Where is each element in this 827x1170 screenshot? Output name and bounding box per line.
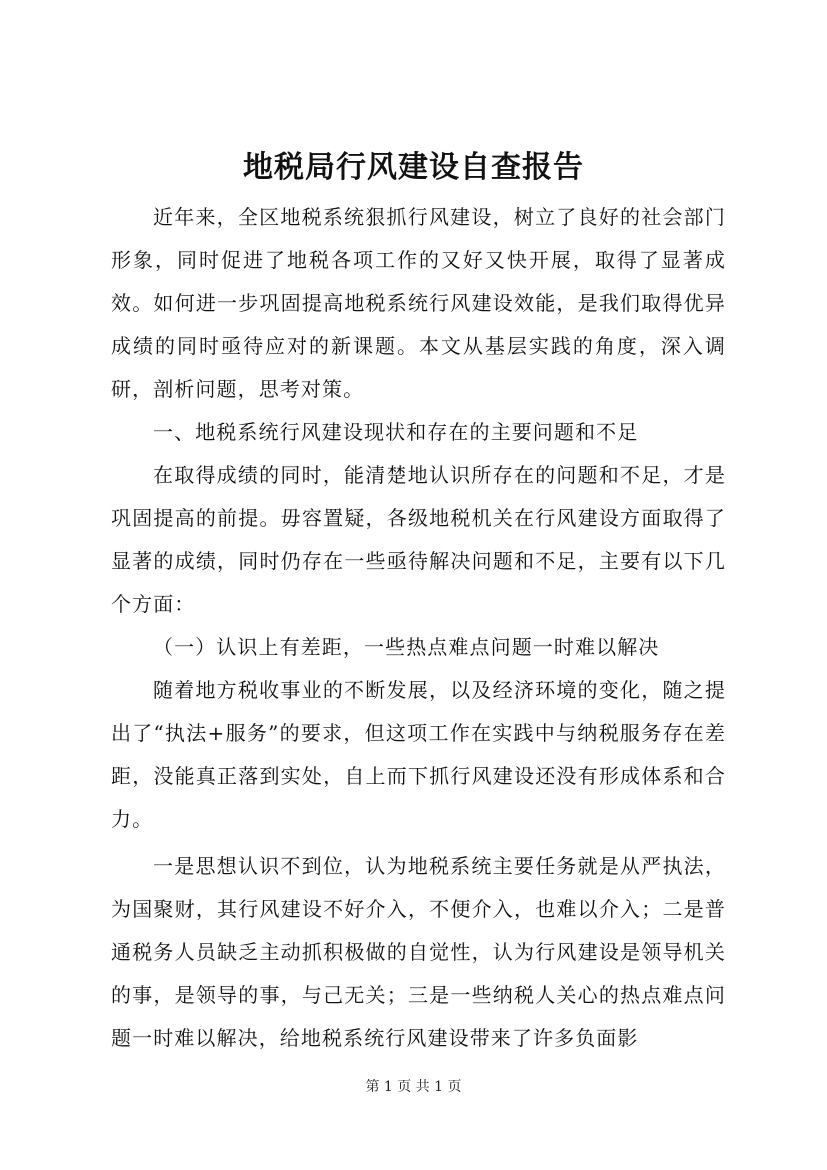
paragraph-law-and-service: 随着地方税收事业的不断发展，以及经济环境的变化，随之提出了“执法+服务”的要求，但这项工作在实践中与纳税服务存在差距，没能真正落到实处，自上而下抓行风建设还没有形成体系和合力。 (111, 678, 726, 831)
document-title: 地税局行风建设自查报告 (243, 150, 584, 185)
subsection-heading-1: （一）认识上有差距，一些热点难点问题一时难以解决 (153, 635, 660, 659)
paragraph-intro: 近年来，全区地税系统狠抓行风建设，树立了良好的社会部门形象，同时促进了地税各项工作的又好又快开展，取得了显著成效。如何进一步巩固提高地税系统行风建设效能，是我们取得优异成绩的同时亟待应对的新课题。本文从基层实践的角度，深入调研，剖析问题，思考对策。 (111, 205, 726, 401)
document-body (111, 196, 726, 1060)
paragraph-problems-overview: 在取得成绩的同时，能清楚地认识所存在的问题和不足，才是巩固提高的前提。毋容置疑，各级地税机关在行风建设方面取得了显著的成绩，同时仍存在一些亟待解决问题和不足，主要有以下几个方面： (111, 463, 726, 616)
paragraph-awareness-issues: 一是思想认识不到位，认为地税系统主要任务就是从严执法，为国聚财，其行风建设不好介入，不便介入，也难以介入；二是普通税务人员缺乏主动抓积极做的自觉性，认为行风建设是领导机关的事，是领导的事，与己无关；三是一些纳税人关心的热点难点问题一时难以解决，给地税系统行风建设带来了许多负面影 (111, 854, 726, 1050)
section-heading-1: 一、地税系统行风建设现状和存在的主要问题和不足 (153, 420, 639, 444)
page-footer: 第 1 页 共 1 页 (365, 1079, 462, 1095)
